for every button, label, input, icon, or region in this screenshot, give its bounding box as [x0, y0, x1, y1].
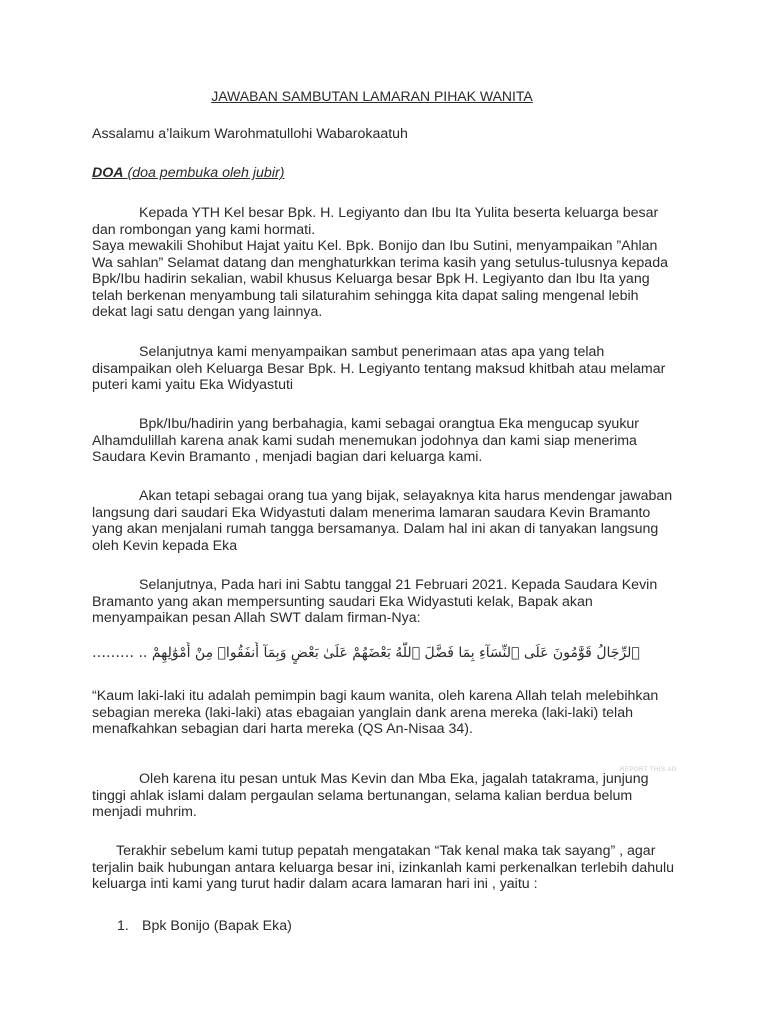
paragraph-date-message: Selanjutnya, Pada hari ini Sabtu tanggal 21 Februari 2021. Kepada Saudara Kevin Bramanto yang akan mempersunting saudari Eka Widyastuti kelak, Bapak akan menyampaikan pesan Allah SWT dalam firman-Nya:	[92, 577, 658, 626]
arabic-verse-line	[92, 642, 662, 664]
greeting: Assalamu a’laikum Warohmatullohi Wabarokaatuh	[92, 126, 408, 142]
arabic-dots: ……… ..	[92, 645, 148, 661]
report-ad-link[interactable]: REPORT THIS AD	[620, 767, 677, 773]
paragraph-representation: Saya mewakili Shohibut Hajat yaitu Kel. Bpk. Bonijo dan Ibu Sutini, menyampaikan ”Ahlan Wa sahlan” Selamat datang dan menghaturkkan terima kasih yang setulus-tulusnya kepada Bpk/Ibu hadirin sekalian, wabil khusus Keluarga besar Bpk H. Legiyanto dan Ibu Ita yang telah berkenan menyambung tali silaturahim sehingga kita dapat saling mengenal lebih dekat lagi satu dengan yang lainnya.	[92, 238, 668, 320]
paragraph-acceptance: Selanjutnya kami menyampaikan sambut penerimaan atas apa yang telah disampaikan oleh Keluarga Besar Bpk. H. Legiyanto tentang maksud khitbah atau melamar puteri kami yaitu Eka Widyastuti	[92, 344, 666, 393]
list-item	[117, 918, 292, 935]
arabic-verse: ٱلرِّجَالُ قَوَّٰمُونَ عَلَى ٱلنِّسَآءِ بِمَا فَضَّلَ ٱللَّهُ بَعْضَهُمْ عَلَىٰ بَعْضٍ وَبِمَآ أَنفَقُوا۟ مِنْ أَمْوَٰلِهِمْ	[151, 645, 640, 661]
list-item-text: Bpk Bonijo (Bapak Eka)	[142, 918, 292, 934]
list-item-number: 1.	[117, 918, 129, 934]
paragraph-answer: Akan tetapi sebagai orang tua yang bijak, selayaknya kita harus mendengar jawaban langsung dari saudari Eka Widyastuti dalam menerima lamaran saudara Kevin Bramanto yang akan menjalani rumah tangga bersamanya. Dalam hal ini akan di tanyakan langsung oleh Kevin kepada Eka	[92, 488, 673, 554]
paragraph-gratitude: Bpk/Ibu/hadirin yang berbahagia, kami sebagai orangtua Eka mengucap syukur Alhamdulillah karena anak kami sudah menemukan jodohnya dan kami siap menerima Saudara Kevin Bramanto , menjadi bagian dari keluarga kami.	[92, 416, 640, 465]
family-list	[117, 918, 292, 935]
paragraph-greeting-family: Kepada YTH Kel besar Bpk. H. Legiyanto dan Ibu Ita Yulita beserta keluarga besar dan rombongan yang kami hormati.	[92, 205, 659, 238]
document-title: JAWABAN SAMBUTAN LAMARAN PIHAK WANITA	[211, 88, 533, 104]
doa-line	[92, 165, 677, 182]
paragraph-translation: “Kaum laki-laki itu adalah pemimpin bagi kaum wanita, oleh karena Allah telah melebihkan sebagian mereka (laki-laki) atas ebagaian yanglain dank arena mereka (laki-laki) telah menafkahkan sebagian dari harta mereka (QS An-Nisaa 34).	[92, 688, 659, 737]
doa-note: (doa pembuka oleh jubir)	[123, 165, 285, 181]
paragraph-closing: Terakhir sebelum kami tutup pepatah mengatakan “Tak kenal maka tak sayang” , agar terjalin baik hubungan antara keluarga besar ini, izinkanlah kami perkenalkan terlebih dahulu keluarga inti kami yang turut hadir dalam acara lamaran hari ini , yaitu :	[92, 843, 675, 892]
doa-label: DOA	[92, 165, 124, 181]
paragraph-advice: Oleh karena itu pesan untuk Mas Kevin dan Mba Eka, jagalah tatakrama, junjung tinggi ahlak islami dalam pergaulan selama bertunangan, selama kalian berdua belum menjadi muhrim.	[92, 771, 649, 820]
